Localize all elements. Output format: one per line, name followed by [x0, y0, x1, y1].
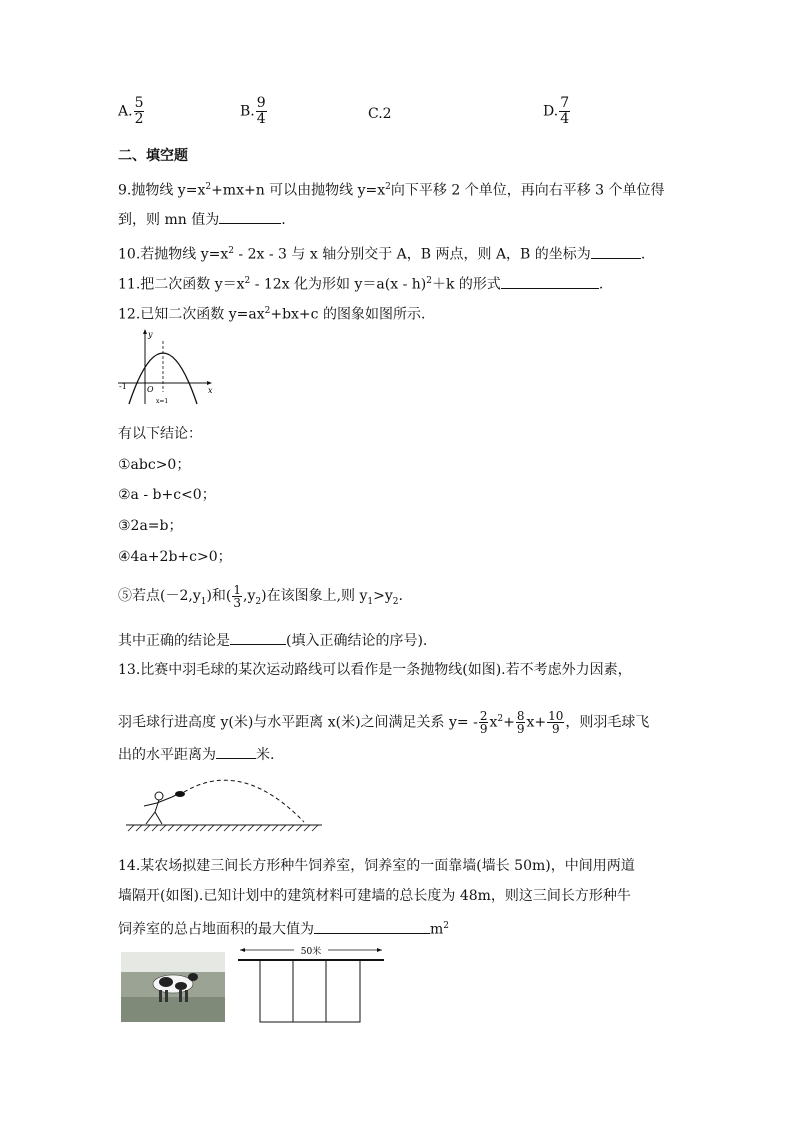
- q13-line2: [118, 702, 649, 740]
- neg-one-label: -1: [119, 382, 127, 391]
- q10-text-a: 10.若抛物线 y=x: [118, 246, 229, 263]
- c5-frac-den: 3: [233, 595, 242, 610]
- q13-x: x: [489, 714, 498, 731]
- option-b-den: 4: [256, 111, 266, 127]
- q9-text-e: .: [281, 212, 286, 228]
- option-d-label: D.: [543, 103, 559, 120]
- badminton-figure: [124, 770, 324, 836]
- subscript: 2: [255, 596, 262, 607]
- q10-text-b: - 2x - 3 与 x 轴分别交于 A，B 两点，则 A，B 的坐标为: [233, 246, 591, 263]
- q13-text-a: 羽毛球行进高度 y(米)与水平距离 x(米)之间满足关系 y= -: [118, 714, 478, 731]
- superscript: 2: [244, 276, 251, 286]
- answer-blank[interactable]: [591, 244, 641, 259]
- q13-plus: +: [503, 714, 515, 731]
- q14-text-a: 饲养室的总占地面积的最大值为: [118, 921, 314, 938]
- q13-xplus: x+: [526, 714, 547, 731]
- q13-line3: [118, 744, 274, 765]
- answer-blank[interactable]: [230, 630, 286, 645]
- option-a-num: 5: [134, 95, 144, 111]
- pen-diagram: [236, 946, 386, 1026]
- section-title: 二、填空题: [118, 148, 188, 164]
- option-d-num: 7: [560, 95, 570, 111]
- option-b: [240, 96, 268, 127]
- q12-stem: [118, 301, 425, 325]
- ground-hatching: [128, 825, 318, 831]
- q13-frac2-num: 8: [516, 709, 525, 724]
- q11-text-d: .: [598, 276, 604, 293]
- q9-text-d: 到，则 mn 值为: [118, 212, 220, 228]
- q9-text-b: +mx+n 可以由抛物线 y=x: [211, 182, 386, 199]
- option-b-label: B.: [240, 103, 255, 120]
- q11-text-b: - 12x 化为形如 y＝a(x - h): [250, 276, 427, 293]
- q11-text-a: 11.把二次函数 y＝x: [118, 276, 245, 293]
- q11-line: [118, 271, 603, 295]
- q10-line: [118, 241, 645, 265]
- option-a-label: A.: [118, 103, 133, 120]
- x-axis-label: x: [208, 386, 213, 395]
- wall-length-label: 50米: [300, 947, 322, 957]
- conclusion-5: [118, 582, 403, 616]
- option-d-den: 4: [560, 111, 570, 127]
- superscript: 2: [426, 276, 432, 286]
- q13-line1: 13.比赛中羽毛球的某次运动路线可以看作是一条抛物线(如图).若不考虑外力因素，: [118, 662, 632, 678]
- dimension-arrow-left: [240, 948, 245, 952]
- q12-text-a: 12.已知二次函数 y=ax: [118, 306, 265, 323]
- answer-blank[interactable]: [314, 919, 430, 934]
- answer-blank[interactable]: [501, 274, 599, 289]
- dimension-arrow-right: [377, 948, 382, 952]
- q13-frac3-num: 10: [548, 709, 564, 724]
- y-axis-label: y: [148, 330, 153, 339]
- conclusion-3: ③2a=b；: [118, 518, 183, 534]
- q10-text-c: .: [640, 246, 646, 263]
- parabola-graph: [116, 326, 218, 406]
- superscript: 2: [228, 246, 234, 256]
- q14-text-b: m: [430, 921, 444, 938]
- q9-line2: [118, 209, 286, 230]
- q14-line2: 墙隔开(如图).已知计划中的建筑材料可建墙的总长度为 48m，则这三间长方形种牛: [118, 888, 631, 904]
- c5-text-d: )在该图象上,则 y: [261, 588, 368, 604]
- conclusion-2: ②a - b+c<0；: [118, 487, 216, 503]
- q13-frac1-num: 2: [479, 709, 488, 724]
- subscript: 2: [392, 596, 399, 607]
- answer-blank[interactable]: [219, 209, 281, 224]
- superscript: 2: [497, 714, 504, 724]
- subscript: 1: [200, 596, 207, 607]
- option-a: [118, 96, 145, 127]
- q14-line3: [118, 916, 449, 940]
- q12-answer-text-a: 其中正确的结论是: [118, 633, 230, 649]
- q13-frac1-den: 9: [479, 722, 488, 737]
- q13-text-b: ，则羽毛球飞: [565, 714, 650, 731]
- option-b-num: 9: [256, 95, 266, 111]
- q9-line1: [118, 177, 665, 201]
- superscript: 2: [264, 306, 271, 316]
- q14-line1: 14.某农场拟建三间长方形种牛饲养室，饲养室的一面靠墙(墙长 50m)，中间用两道: [118, 858, 635, 874]
- answer-blank[interactable]: [216, 744, 256, 759]
- q13-frac3-den: 9: [551, 722, 560, 737]
- q13-text-d: 米.: [256, 747, 275, 763]
- y-axis-arrow: [143, 329, 147, 334]
- superscript: 2: [443, 921, 450, 931]
- x-axis-arrow: [207, 381, 212, 385]
- q12-answer: [118, 630, 427, 651]
- origin-label: O: [147, 385, 154, 394]
- c5-text-a: ⑤若点(－2,y: [118, 588, 201, 604]
- q12-text-b: +bx+c 的图象如图所示.: [270, 306, 426, 323]
- q12-answer-text-b: (填入正确结论的序号).: [286, 633, 428, 649]
- symmetry-axis-label: x=1: [156, 398, 169, 405]
- option-c: [368, 106, 392, 122]
- c5-frac-num: 1: [233, 582, 242, 597]
- pens-outline: [260, 960, 360, 1022]
- option-a-den: 2: [134, 111, 144, 127]
- c5-text-e: >y: [373, 588, 393, 604]
- option-d: [543, 96, 571, 127]
- q9-text-a: 9.抛物线 y=x: [118, 182, 206, 199]
- superscript: 2: [385, 182, 391, 192]
- q13-frac2-den: 9: [516, 722, 525, 737]
- c5-text-c: ,y: [243, 588, 256, 604]
- racket-icon: [175, 791, 185, 797]
- conclusion-1: ①abc>0；: [118, 457, 191, 473]
- superscript: 2: [205, 182, 212, 192]
- q11-text-c: ＋k 的形式: [431, 276, 501, 293]
- c5-text-b: )和(: [206, 588, 232, 604]
- conclusion-4: ④4a+2b+c>0；: [118, 549, 232, 565]
- shuttle-trajectory: [184, 780, 304, 822]
- q13-text-c: 出的水平距离为: [118, 747, 216, 763]
- subscript: 1: [367, 596, 374, 607]
- c5-text-f: .: [398, 588, 403, 604]
- q12-intro: 有以下结论：: [118, 426, 202, 442]
- q9-text-c: 向下平移 2 个单位，再向右平移 3 个单位得: [390, 182, 665, 199]
- cow-photo: [121, 952, 225, 1022]
- player-figure: [144, 792, 176, 824]
- option-c-label: C.2: [368, 106, 392, 122]
